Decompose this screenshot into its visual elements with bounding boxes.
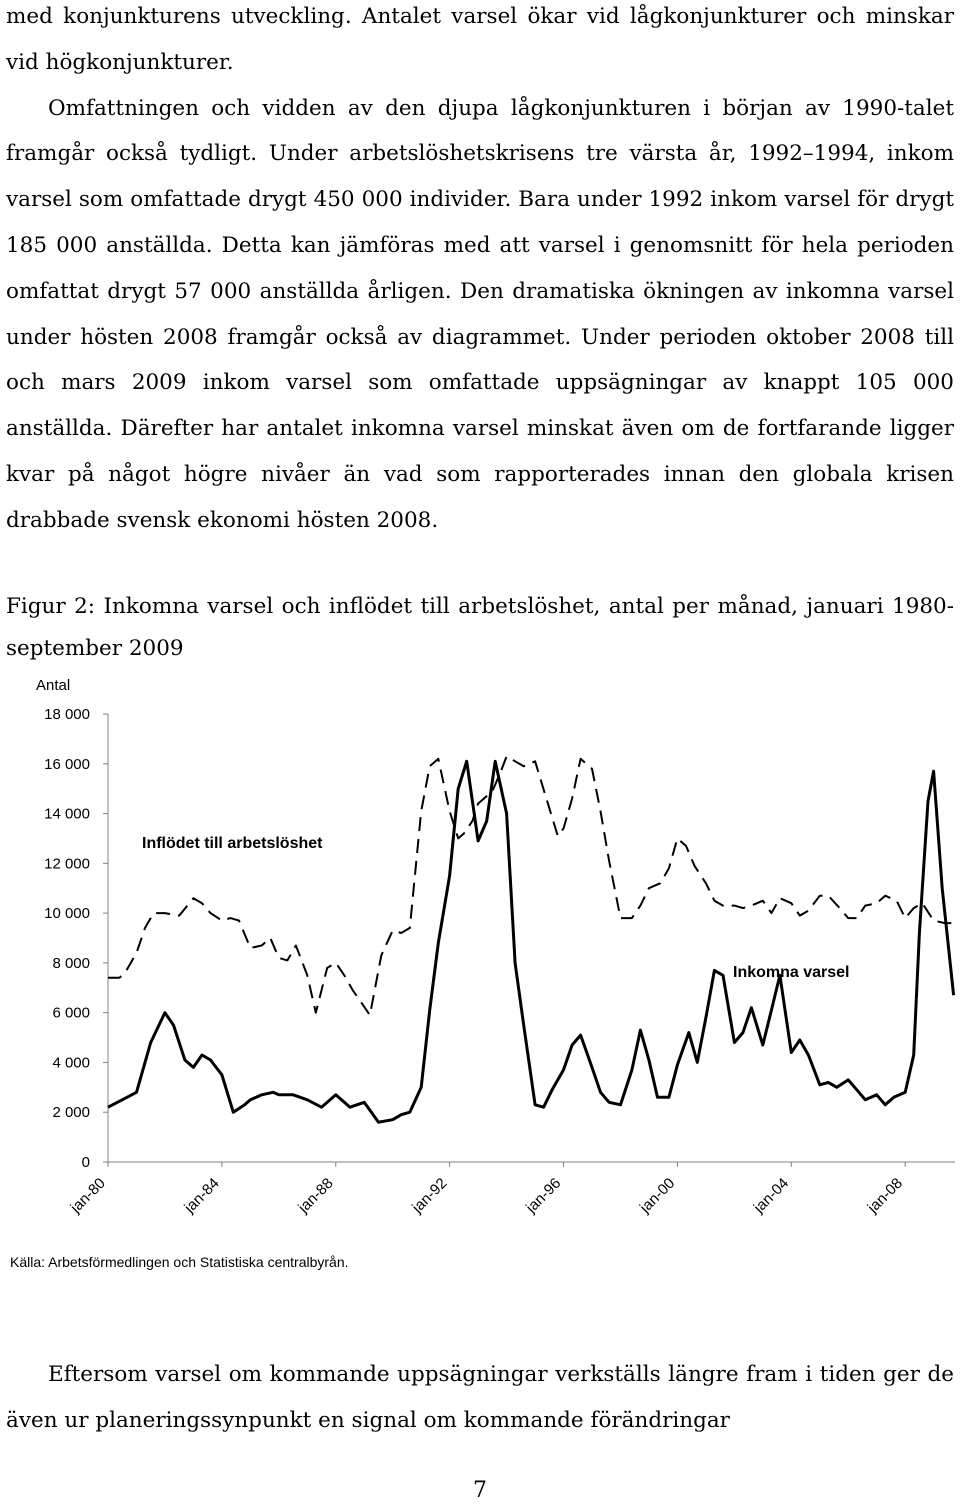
paragraph-text: Eftersom varsel om kommande uppsägningar verkställs längre fram i tiden ger de även ur planeringssynpunkt en signal om kommande förändringar xyxy=(6,1362,954,1433)
paragraph-text: Omfattningen och vidden av den djupa lågkonjunkturen i början av 1990-talet framgår också tydligt. Under arbetslöshetskrisens tre värsta år, 1992–1994, inkom varsel som omfattade drygt 450 000 individer. Bara under 1992 inkom varsel för drygt 185 000 anställda. Detta kan jämföras med att varsel i genomsnitt för hela perioden omfattat drygt 57 000 anställda årligen. Den dramatiska ökningen av inkomna varsel under hösten 2008 framgår också av diagrammet. Under perioden oktober 2008 till och mars 2009 inkom varsel som omfattade uppsägningar av knappt 105 000 anställda. Därefter har antalet inkomna varsel minskat även om de fortfarande ligger kvar på något högre nivåer än vad som rapporterades innan den globala krisen drabbade svensk ekonomi hösten 2008. xyxy=(6,95,954,533)
y-tick-label: 6 000 xyxy=(52,1004,90,1022)
x-tick-label: jan-92 xyxy=(408,1174,451,1217)
x-tick-label: jan-96 xyxy=(522,1174,565,1217)
chart-axes xyxy=(108,714,955,1162)
y-tick-label: 0 xyxy=(81,1154,90,1171)
x-tick-label: jan-88 xyxy=(295,1174,337,1217)
x-tick-label: jan-08 xyxy=(864,1174,907,1217)
chart-series xyxy=(108,756,954,1122)
x-tick-label: jan-84 xyxy=(181,1174,223,1217)
figure-source: Källa: Arbetsförmedlingen och Statistiska centralbyrån. xyxy=(10,1254,349,1270)
x-tick-label: jan-80 xyxy=(67,1174,109,1217)
y-tick-label: 10 000 xyxy=(44,905,90,923)
y-tick-label: 8 000 xyxy=(52,954,90,972)
y-axis-label: Antal xyxy=(36,677,71,694)
y-tick-label: 14 000 xyxy=(44,805,90,823)
series-line-inkomna-varsel xyxy=(108,761,954,1122)
x-tick-label: jan-04 xyxy=(750,1174,793,1217)
y-tick-label: 4 000 xyxy=(52,1054,90,1072)
body-paragraph-bottom xyxy=(6,1352,954,1444)
y-tick-label: 2 000 xyxy=(52,1104,90,1122)
y-tick-label: 12 000 xyxy=(44,855,90,873)
x-tick-label: jan-00 xyxy=(636,1174,679,1217)
x-tick-labels xyxy=(67,1162,906,1217)
page-number: 7 xyxy=(473,1478,487,1503)
series-annotation: Inflödet till arbetslöshet xyxy=(142,835,323,852)
body-paragraph-top xyxy=(6,0,954,544)
y-tick-label: 16 000 xyxy=(44,755,90,773)
series-annotation: Inkomna varsel xyxy=(733,964,850,981)
y-tick-label: 18 000 xyxy=(44,706,90,723)
line-chart xyxy=(0,668,960,1268)
paragraph-text: med konjunkturens utveckling. Antalet varsel ökar vid lågkonjunkturer och minskar vid högkonjunkturer. xyxy=(6,4,954,75)
figure-caption: Figur 2: Inkomna varsel och inflödet till arbetslöshet, antal per månad, januari 1980-september 2009 xyxy=(6,594,954,661)
y-tick-labels xyxy=(44,706,108,1171)
